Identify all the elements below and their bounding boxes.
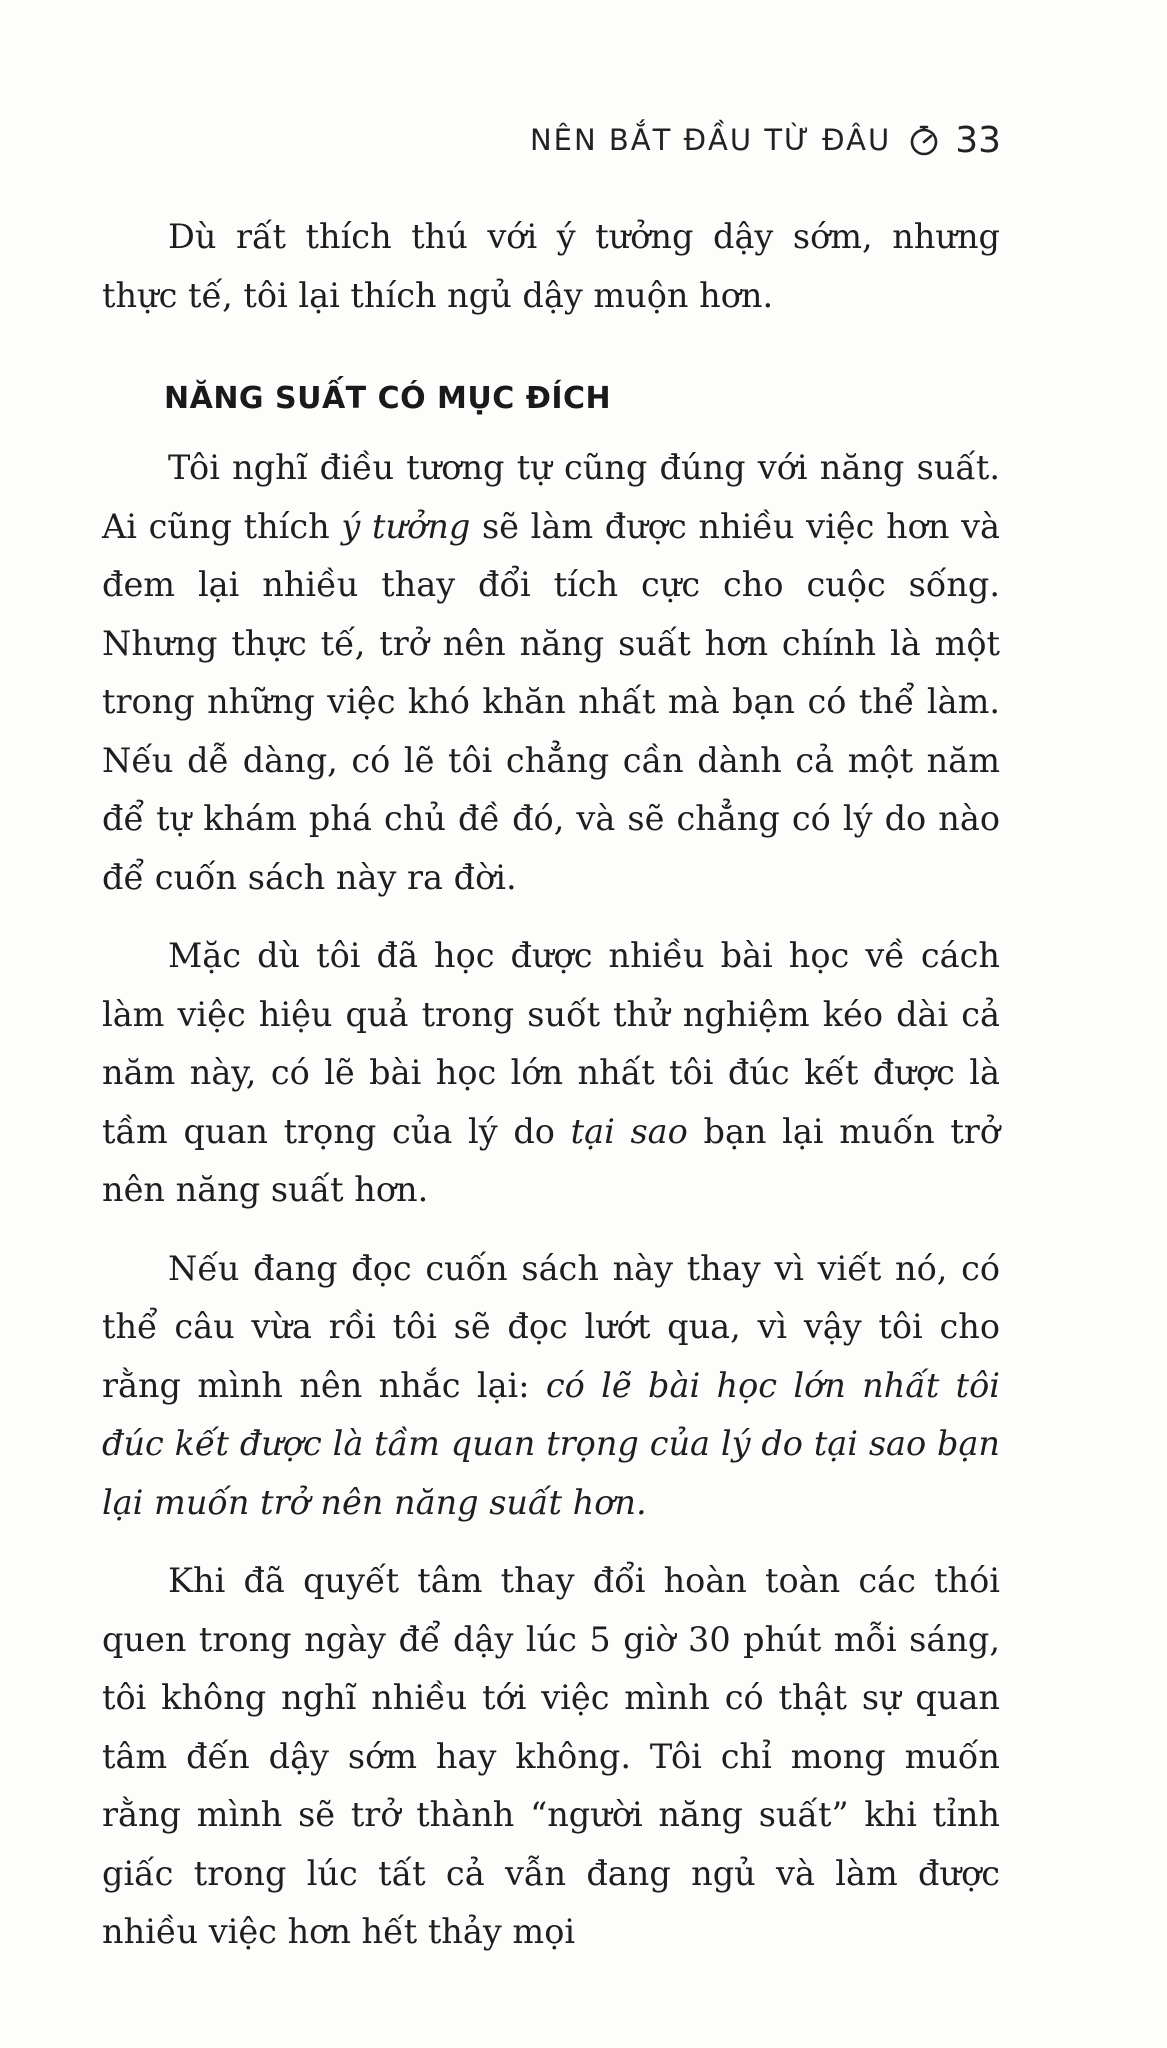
paragraph-1: Dù rất thích thú với ý tưởng dậy sớm, nhưng thực tế, tôi lại thích ngủ dậy muộn hơn. [102,217,1000,315]
emphasis-text: ý tưởng [341,506,471,546]
emphasis-text: tại sao [570,1111,688,1151]
paragraph-3: Mặc dù tôi đã học được nhiều bài học về cách làm việc hiệu quả trong suốt thử nghiệm kéo dài cả năm này, có lẽ bài học lớn nhất tôi đúc kết được là tầm quan trọng của lý do tại sao bạn lại muốn trở nên năng suất hơn. [102,936,1000,1209]
stopwatch-icon [907,123,941,157]
running-header [0,110,1001,170]
page-body [102,208,1000,1982]
emphasis-text: có lẽ bài học lớn nhất tôi đúc kết được là tầm quan trọng của lý do tại sao bạn lại muốn trở nên năng suất hơn. [102,1365,1000,1522]
paragraph-2: Tôi nghĩ điều tương tự cũng đúng với năng suất. Ai cũng thích ý tưởng sẽ làm được nhiều việc hơn và đem lại nhiều thay đổi tích cực cho cuộc sống. Nhưng thực tế, trở nên năng suất hơn chính là một trong những việc khó khăn nhất mà bạn có thể làm. Nếu dễ dàng, có lẽ tôi chẳng cần dành cả một năm để tự khám phá chủ đề đó, và sẽ chẳng có lý do nào để cuốn sách này ra đời. [102,448,1000,897]
paragraph-4: Nếu đang đọc cuốn sách này thay vì viết nó, có thể câu vừa rồi tôi sẽ đọc lướt qua, vì vậy tôi cho rằng mình nên nhắc lại: có lẽ bài học lớn nhất tôi đúc kết được là tầm quan trọng của lý do tại sao bạn lại muốn trở nên năng suất hơn. [102,1248,1000,1522]
section-heading: NĂNG SUẤT CÓ MỤC ĐÍCH [164,381,612,416]
paragraph-5: Khi đã quyết tâm thay đổi hoàn toàn các thói quen trong ngày để dậy lúc 5 giờ 30 phút mỗi sáng, tôi không nghĩ nhiều tới việc mình có thật sự quan tâm đến dậy sớm hay không. Tôi chỉ mong muốn rằng mình sẽ trở thành “người năng suất” khi tỉnh giấc trong lúc tất cả vẫn đang ngủ và làm được nhiều việc hơn hết thảy mọi [102,1561,1000,1951]
running-title: NÊN BẮT ĐẦU TỪ ĐÂU [529,123,892,157]
page-number: 33 [955,119,1001,161]
